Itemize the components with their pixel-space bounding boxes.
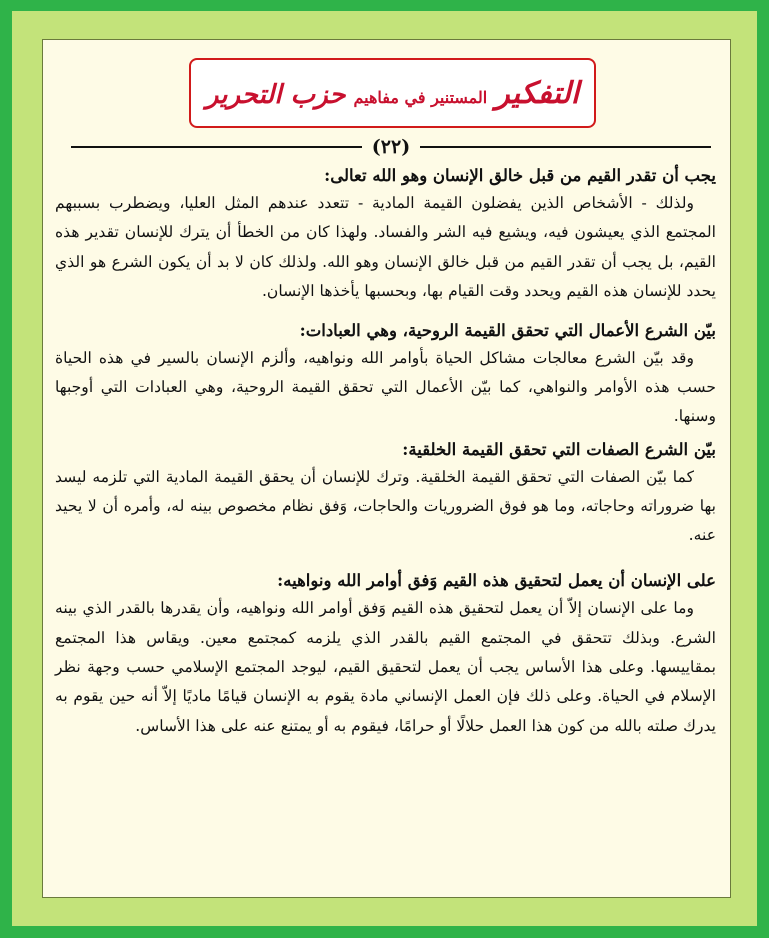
section-paragraph: وقد بيّن الشرع معالجات مشاكل الحياة بأوامر الله ونواهيه، وألزم الإنسان بالسير في هذه الحياة حسب هذه الأوامر والنواهي، كما بيّن الأعمال التي تحقق القيمة الروحية، وهي العبادات التي أوجبها وسنها. (55, 348, 716, 426)
section-heading: بيّن الشرع الأعمال التي تحقق القيمة الروحية، وهي العبادات: (299, 320, 716, 340)
divider-line-right (420, 146, 711, 148)
section-paragraph: وما على الإنسان إلاّ أن يعمل لتحقيق هذه القيم وَفق أوامر الله ونواهيه، وأن يقدرها بالقدر الذي بينه الشرع. وبذلك تتحقق في المجتمع القيم بالقدر الذي يلزمه كمجتمع معين. ويقاس هذا المجتمع بمقاييسها. وعلى هذا الأساس يجب أن يعمل لتحقيق القيم، ليوجد المجتمع الإسلامي حسب وجهة نظر الإسلام في الحياة. وعلى ذلك فإن العمل الإنساني مادة يقوم به الإنسان قيامًا ماديًا إلاّ أنه حين يقوم به يدرك صلته بالله من كون هذا العمل حلالًا أو حرامًا، فيقوم به أو يمتنع عنه على هذا الأساس. (55, 599, 716, 735)
section-paragraph: ولذلك - الأشخاص الذين يفضلون القيمة المادية - تتعدد عندهم المثل العليا، ويضطرب بسببهم المجتمع الذي يعيشون فيه، ويشيع فيه الشر والفساد. ولهذا كان من الخطأ أن يترك للإنسان تقدير هذه القيم، بل يجب أن تقدر القيم من قبل خالق الإنسان وهو الله. ولذلك كان لا بد أن يكون الشرع هو الذي يحدد للإنسان هذه القيم ويحدد وقت القيام بها، وبحسبها يأخذها الإنسان. (55, 194, 716, 301)
inner-frame (12, 11, 757, 926)
article-body (55, 162, 716, 741)
section-heading: بيّن الشرع الصفات التي تحقق القيمة الخلقية: (402, 439, 716, 459)
section-gap (55, 550, 716, 567)
title-banner (189, 58, 596, 128)
page (42, 39, 731, 898)
page-number: (٢٢) (371, 136, 411, 158)
section-gap (55, 307, 716, 317)
section-heading: يجب أن تقدر القيم من قبل خالق الإنسان وهو الله تعالى: (324, 166, 716, 185)
banner-title-middle: المستنير في مفاهيم (353, 87, 488, 107)
section-heading: على الإنسان أن يعمل لتحقيق هذه القيم وَفق أوامر الله ونواهيه: (277, 571, 716, 591)
banner-title-end: حزب التحرير (205, 79, 346, 110)
divider-line-left (71, 146, 362, 148)
banner-title-main: التفكير (495, 75, 580, 111)
banner-title (206, 76, 579, 111)
page-number-divider (71, 136, 711, 158)
section-paragraph: كما بيّن الصفات التي تحقق القيمة الخلقية. وترك للإنسان أن يحقق القيمة المادية التي تلزمه ليسد بها ضروراته وحاجاته، وما هو فوق الضروريات والحاجات، وَفق نظام مخصوص بينه له، وأمره أن لا يحيد عنه. (55, 467, 716, 545)
